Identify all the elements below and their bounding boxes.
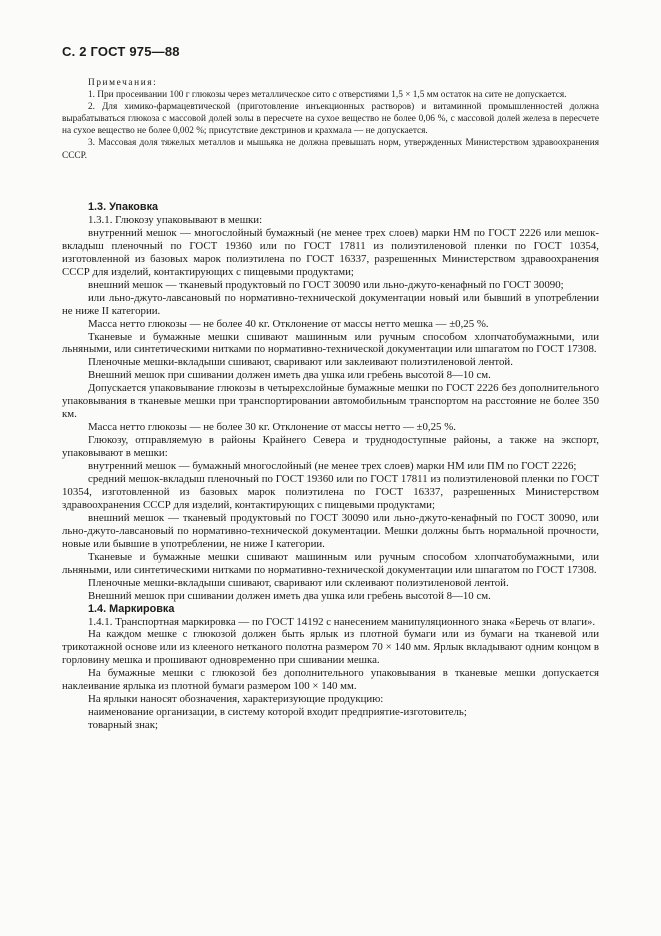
paragraph: На каждом мешке с глюкозой должен быть ярлык из плотной бумаги или из бумаги на тканевой или трикотажной основе или из клееного нетканого полотна размером 70 × 140 мм. Ярлык вкладывают одним концом в горловину мешка и прошивают одновременно при сшивании мешка. — [62, 628, 599, 667]
paragraph: Тканевые и бумажные мешки сшивают машинным или ручным способом хлопчатобумажными, или льняными, или синтетическими нитками по нормативно-технической документации или шпагатом по ГОСТ 17308. — [62, 550, 599, 576]
paragraph: Пленочные мешки-вкладыши сшивают, сваривают или склеивают полиэтиленовой лентой. — [88, 576, 509, 589]
paragraph: или льно-джуто-лавсановый по нормативно-технической документации новый или бывший в употреблении не ниже II категории. — [62, 291, 599, 317]
paragraph: Пленочные мешки-вкладыши сшивают, сваривают или заклеивают полиэтиленовой лентой. — [88, 356, 513, 369]
note-item: 1. При просеивании 100 г глюкозы через металлическое сито с отверстиями 1,5 × 1,5 мм остаток на сите не допускается. — [88, 90, 567, 101]
paragraph: Масса нетто глюкозы — не более 30 кг. Отклонение от массы нетто — ±0,25 %. — [88, 421, 456, 434]
paragraph: внешний мешок — тканевый продуктовый по ГОСТ 30090 или льно-джуто-кенафный по ГОСТ 30090; — [88, 278, 564, 291]
paragraph: внутренний мешок — многослойный бумажный (не менее трех слоев) марки НМ по ГОСТ 2226 или мешок-вкладыш пленочный по ГОСТ 19360 или по ГОСТ 17811 из полиэтиленовой пленки по ГОСТ 10354, изготовленной из базовых марок полиэтилена по ГОСТ 16337, разрешенных Министерством здравоохранения СССР для изделий, контактирующих с пищевыми продуктами; — [62, 226, 599, 278]
paragraph: Тканевые и бумажные мешки сшивают машинным или ручным способом хлопчатобумажными, или льняными, или синтетическими нитками по нормативно-технической документации или шпагатом по ГОСТ 17308. — [62, 330, 599, 356]
section-heading-marking: 1.4. Маркировка — [88, 602, 175, 615]
paragraph: Внешний мешок при сшивании должен иметь два ушка или гребень высотой 8—10 см. — [88, 589, 491, 602]
paragraph: На ярлыки наносят обозначения, характеризующие продукцию: — [88, 693, 384, 706]
note-item: 3. Массовая доля тяжелых металлов и мышьяка не должна превышать норм, утвержденных Министерством здравоохранения СССР. — [62, 138, 599, 161]
main-text — [62, 201, 599, 732]
paragraph: 1.4.1. Транспортная маркировка — по ГОСТ 14192 с нанесением манипуляционного знака «Беречь от влаги». — [88, 615, 596, 628]
note-item: 2. Для химико-фармацевтической (приготовление инъекционных растворов) и витаминной промышленностей должна вырабатываться глюкоза с массовой долей золы в пересчете на сухое вещество не более 0,06 %, с массовой долей железа в пересчете на сухое вещество не более 0,002 %; присутствие декстринов и крахмала — не допускается. — [62, 102, 599, 137]
section-heading-packaging: 1.3. Упаковка — [88, 201, 159, 213]
paragraph: Допускается упаковывание глюкозы в четырехслойные бумажные мешки по ГОСТ 2226 без дополнительного упаковывания в тканевые мешки при транспортировании автомобильным транспортом на расстояние не более 350 км. — [62, 382, 599, 421]
paragraph: Глюкозу, отправляемую в районы Крайнего Севера и труднодоступные районы, а также на экспорт, упаковывают в мешки: — [62, 434, 599, 460]
paragraph: 1.3.1. Глюкозу упаковывают в мешки: — [88, 213, 263, 226]
paragraph: средний мешок-вкладыш пленочный по ГОСТ 19360 или по ГОСТ 17811 из полиэтиленовой пленки по ГОСТ 10354, изготовленной из базовых марок полиэтилена по ГОСТ 16337, разрешенных Министерством здравоохранения СССР для изделий, контактирующих с пищевыми продуктами; — [62, 473, 599, 511]
paragraph: внешний мешок — тканевый продуктовый по ГОСТ 30090 или льно-джуто-кенафный по ГОСТ 30090, или льно-джуто-лавсановый по нормативно-технической документации. Мешки должны быть нормальной прочности, новые или бывшие в употреблении, не ниже I категории. — [62, 511, 599, 550]
notes-block — [62, 77, 599, 162]
paragraph: Масса нетто глюкозы — не более 40 кг. Отклонение от массы нетто мешка — ±0,25 %. — [88, 317, 489, 330]
paragraph: внутренний мешок — бумажный многослойный (не менее трех слоев) марки НМ или ПМ по ГОСТ 2226; — [88, 460, 577, 473]
paragraph: Внешний мешок при сшивании должен иметь два ушка или гребень высотой 8—10 см. — [88, 369, 491, 382]
paragraph: наименование организации, в систему которой входит предприятие-изготовитель; — [88, 706, 467, 719]
paragraph: товарный знак; — [88, 719, 159, 732]
paragraph: На бумажные мешки с глюкозой без дополнительного упаковывания в тканевые мешки допускается наклеивание ярлыка из плотной бумаги размером 100 × 140 мм. — [62, 667, 599, 693]
notes-title: Примечания: — [88, 78, 158, 88]
page-header: С. 2 ГОСТ 975—88 — [62, 44, 180, 59]
